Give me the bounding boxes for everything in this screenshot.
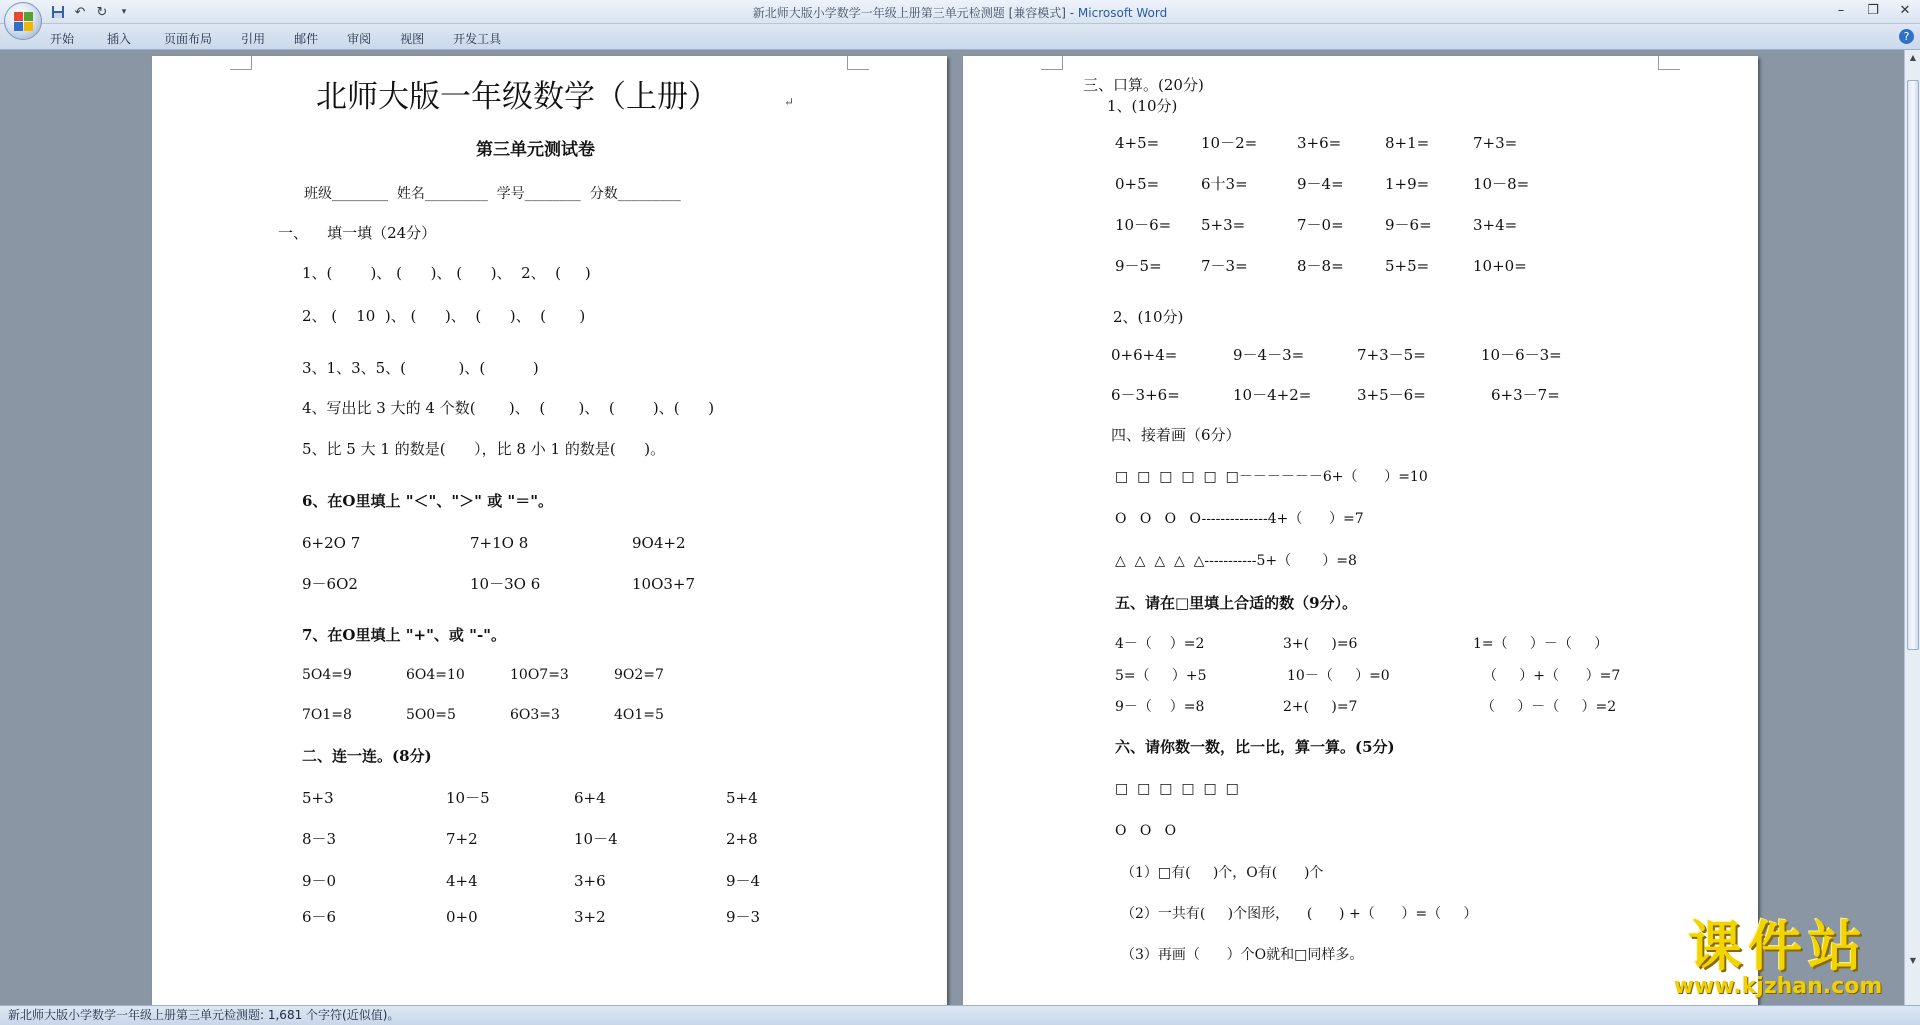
document-page-1[interactable] <box>152 56 947 1005</box>
fill-item: 9－（ ）=8 <box>1115 699 1205 715</box>
match-item: 3+2 <box>574 908 606 926</box>
calc-item: 7+3－5= <box>1357 346 1426 364</box>
compare-item: 9－6O2 <box>302 575 358 593</box>
compare-item: 6+2O 7 <box>302 534 361 552</box>
calc-item: 7+3= <box>1473 134 1518 152</box>
square-row: □ □ □ □ □ □ <box>1115 781 1239 797</box>
student-info-line: 班级________ 姓名_________ 学号________ 分数_________ <box>304 186 681 202</box>
crop-mark <box>230 56 252 70</box>
operator-item: 5O0=5 <box>406 707 456 723</box>
watermark-main-text: 课件站 <box>1688 915 1868 978</box>
crop-mark <box>847 56 869 70</box>
match-item: 8－3 <box>302 830 337 848</box>
question-2: 2、 ( 10 )、 ( )、 ( )、 ( ) <box>302 307 586 325</box>
calc-item: 9－4－3= <box>1233 346 1305 364</box>
fill-item: 3+( )=6 <box>1283 636 1358 652</box>
match-item: 4+4 <box>446 872 478 890</box>
status-bar <box>0 1005 1920 1025</box>
document-page-2[interactable] <box>963 56 1758 1005</box>
undo-icon[interactable]: ↶ <box>74 4 86 20</box>
calc-item: 10－2= <box>1201 134 1258 152</box>
calc-item: 6十3= <box>1201 175 1248 193</box>
window-title <box>0 4 1920 21</box>
calc-item: 8－8= <box>1297 257 1344 275</box>
operator-item: 10O7=3 <box>510 667 569 683</box>
compare-item: 7+1O 8 <box>470 534 529 552</box>
match-item: 2+8 <box>726 830 758 848</box>
calc-item: 3+6= <box>1297 134 1342 152</box>
tab-developer[interactable]: 开发工具 <box>453 32 502 46</box>
calc-item: 4+5= <box>1115 134 1160 152</box>
tab-view[interactable]: 视图 <box>400 32 425 46</box>
customize-qat-icon[interactable]: ▾ <box>121 7 127 17</box>
fill-item: 1=（ ）－（ ） <box>1473 636 1609 652</box>
calc-item: 10－6－3= <box>1481 346 1562 364</box>
watermark-url: www.kjzhan.com <box>1673 974 1883 999</box>
match-item: 3+6 <box>574 872 606 890</box>
office-logo-icon <box>14 12 34 32</box>
match-item: 9－3 <box>726 908 761 926</box>
section-2-heading: 二、连一连。(8分) <box>302 747 432 765</box>
section-3-part-1: 1、(10分) <box>1107 97 1178 115</box>
circle-row: O O O <box>1115 823 1177 839</box>
tab-references[interactable]: 引用 <box>241 32 266 46</box>
fill-item: 5=（ ）+5 <box>1115 668 1207 684</box>
match-item: 6－6 <box>302 908 337 926</box>
section-1-heading: 一、 填一填（24分） <box>278 224 437 242</box>
calc-item: 3+5－6= <box>1357 386 1426 404</box>
drawing-row: O O O O--------------4+（ ）=7 <box>1115 511 1364 527</box>
compare-item: 9O4+2 <box>632 534 686 552</box>
match-item: 5+4 <box>726 789 758 807</box>
calc-item: 6+3－7= <box>1491 386 1560 404</box>
match-item: 7+2 <box>446 830 478 848</box>
crop-mark <box>1658 56 1680 70</box>
match-item: 0+0 <box>446 908 478 926</box>
drawing-row: □ □ □ □ □ □－－－－－－6+（ ）=10 <box>1115 469 1428 485</box>
ribbon-tabs <box>50 28 501 49</box>
calc-item: 6－3+6= <box>1111 386 1180 404</box>
help-icon[interactable]: ? <box>1899 29 1914 44</box>
tab-review[interactable]: 审阅 <box>347 32 372 46</box>
fill-item: 2+( )=7 <box>1283 699 1358 715</box>
calc-item: 9－6= <box>1385 216 1432 234</box>
operator-item: 6O4=10 <box>406 667 465 683</box>
redo-icon[interactable]: ↻ <box>96 4 108 20</box>
compare-item: 10O3+7 <box>632 575 696 593</box>
question-5: 5、比 5 大 1 的数是( ），比 8 小 1 的数是( )。 <box>302 440 666 458</box>
operator-item: 7O1=8 <box>302 707 352 723</box>
window-controls <box>1832 2 1914 20</box>
operator-item: 5O4=9 <box>302 667 352 683</box>
question-1: 1、( )、 ( )、 ( )、 2、 ( ) <box>302 264 591 282</box>
window-title-app: Microsoft Word <box>1077 6 1168 20</box>
kjzhan-watermark-logo <box>1658 915 1898 1000</box>
calc-item: 3+4= <box>1473 216 1518 234</box>
question-6: 6、在O里填上 "＜"、"＞" 或 "＝"。 <box>302 492 554 510</box>
section-6-heading: 六、请你数一数，比一比，算一算。(5分) <box>1115 738 1395 756</box>
section-3-heading: 三、口算。(20分) <box>1083 76 1204 94</box>
ribbon-tab-bar <box>0 24 1920 50</box>
fill-item: 10－（ ）=0 <box>1287 668 1390 684</box>
match-item: 10－4 <box>574 830 618 848</box>
fill-item: 4－（ ）=2 <box>1115 636 1205 652</box>
document-workspace[interactable] <box>0 50 1904 1005</box>
scroll-down-icon[interactable]: ▼ <box>1909 956 1917 965</box>
fill-item: （ ）－（ ）=2 <box>1481 699 1617 715</box>
question-4: 4、写出比 3 大的 4 个数( )、 ( )、 ( )、( ) <box>302 399 715 417</box>
paragraph-mark: ↵ <box>784 95 795 109</box>
calc-item: 1+9= <box>1385 175 1430 193</box>
operator-item: 6O3=3 <box>510 707 560 723</box>
window-title-document: 新北师大版小学数学一年级上册第三单元检测题 [兼容模式] - <box>752 6 1078 20</box>
calc-item: 0+6+4= <box>1111 346 1178 364</box>
operator-item: 9O2=7 <box>614 667 664 683</box>
tab-page-layout[interactable]: 页面布局 <box>164 32 213 46</box>
calc-item: 9－4= <box>1297 175 1344 193</box>
calc-item: 5+5= <box>1385 257 1430 275</box>
section-3-part-2: 2、(10分) <box>1113 308 1184 326</box>
page-subtitle: 第三单元测试卷 <box>476 140 595 160</box>
compare-item: 10－3O 6 <box>470 575 541 593</box>
operator-item: 4O1=5 <box>614 707 664 723</box>
calc-item: 5+3= <box>1201 216 1246 234</box>
calc-item: 0+5= <box>1115 175 1160 193</box>
restore-icon[interactable]: ❐ <box>1867 3 1879 18</box>
section-4-heading: 四、接着画（6分） <box>1111 426 1241 444</box>
section-5-heading: 五、请在□里填上合适的数（9分）。 <box>1115 594 1358 612</box>
crop-mark <box>1041 56 1063 70</box>
count-question-1: （1）□有( )个，O有( )个 <box>1121 865 1324 881</box>
tab-home[interactable]: 开始 <box>50 32 75 46</box>
match-item: 5+3 <box>302 789 334 807</box>
tab-insert[interactable]: 插入 <box>107 32 132 46</box>
count-question-3: （3）再画（ ）个O就和□同样多。 <box>1121 947 1364 963</box>
calc-item: 10－4+2= <box>1233 386 1312 404</box>
calc-item: 7－0= <box>1297 216 1344 234</box>
vertical-scrollbar[interactable] <box>1904 50 1920 1005</box>
office-button[interactable] <box>4 2 42 40</box>
calc-item: 10+0= <box>1473 257 1527 275</box>
status-text: 新北师大版小学数学一年级上册第三单元检测题: 1,681 个字符(近似值)。 <box>8 1008 400 1022</box>
scrollbar-thumb[interactable] <box>1907 80 1919 650</box>
calc-item: 8+1= <box>1385 134 1430 152</box>
match-item: 6+4 <box>574 789 606 807</box>
calc-item: 10－8= <box>1473 175 1530 193</box>
minimize-icon[interactable]: – <box>1837 3 1845 18</box>
calc-item: 9－5= <box>1115 257 1162 275</box>
calc-item: 7－3= <box>1201 257 1248 275</box>
tab-mailings[interactable]: 邮件 <box>294 32 319 46</box>
drawing-row: △ △ △ △ △-----------5+（ ）=8 <box>1115 553 1357 569</box>
calc-item: 10－6= <box>1115 216 1172 234</box>
title-bar <box>0 0 1920 24</box>
page-title: 北师大版一年级数学（上册） <box>316 79 719 115</box>
match-item: 9－4 <box>726 872 761 890</box>
match-item: 9－0 <box>302 872 337 890</box>
fill-item: （ ）+（ ）=7 <box>1483 668 1621 684</box>
match-item: 10－5 <box>446 789 490 807</box>
scroll-up-icon[interactable]: ▲ <box>1909 53 1917 62</box>
question-7: 7、在O里填上 "+"、或 "-"。 <box>302 626 507 644</box>
close-icon[interactable]: ✕ <box>1899 3 1911 18</box>
question-3: 3、1、3、5、( )、( ) <box>302 359 539 377</box>
count-question-2: （2）一共有( )个图形， ( ) +（ ）=（ ） <box>1121 906 1478 922</box>
